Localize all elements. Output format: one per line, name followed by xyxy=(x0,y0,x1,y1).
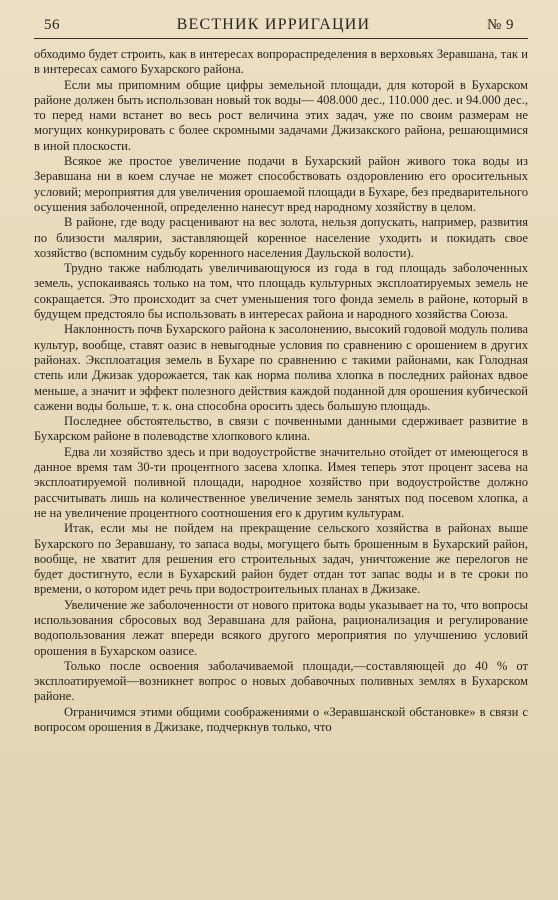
paragraph: Увеличение же заболоченности от нового притока воды указывает на то, что вопросы использования сбросовых вод Зеравшана для района, рационализация и регулирование водопользования лежат впереди всякого другого мероприятия по улучшению условий орошения в Бухарском оазисе. xyxy=(34,597,528,658)
header-rule xyxy=(34,38,528,39)
paragraph: Трудно также наблюдать увеличивающуюся из года в год площадь заболоченных земель, успокаиваясь только на том, что площадь культурных эксплоатируемых земель не сокращается. Это происходит за счет уменьшения того фонда земель в районе, который в будущем предстояло бы использовать в интересах района и народного хозяйства Союза. xyxy=(34,261,528,322)
running-header xyxy=(34,16,528,38)
paragraph: Наклонность почв Бухарского района к засолонению, высокий годовой модуль полива культур, вообще, ставят оазис в невыгодные условия по сравнению с орошением в других районах. Эксплоатация земель в Бухаре по сравнению с такими районами, как Голодная степь или Джизак удорожается, так как норма полива хлопка в последних районах вдвое меньше, а значит и эффект полезного действия каждой поданной для орошения кубической сажени воды больше, т. к. она способна оросить здесь большую площадь. xyxy=(34,322,528,413)
paragraph: Последнее обстоятельство, в связи с почвенными данными сдерживает развитие в Бухарском районе в полеводстве хлопкового клина. xyxy=(34,414,528,444)
journal-title: ВЕСТНИК ИРРИГАЦИИ xyxy=(176,16,371,33)
paragraph: В районе, где воду расценивают на вес золота, нельзя допускать, например, развития по близости малярии, заставляющей коренное население уходить и покидать свое хозяйство (вспомним судьбу коренного населения Даульской волости). xyxy=(34,215,528,260)
paragraph: Едва ли хозяйство здесь и при водоустройстве значительно отойдет от имеющегося в данное время там 30-ти процентного засева хлопка. Имея теперь этот процент засева на эксплоатируемой поливной площади, народное хозяйство при водоустройстве должно рассчитывать лишь на количественное увеличение земель занятых под посевом хлопка, а не на увеличение процентного соотношения его к другим культурам. xyxy=(34,444,528,520)
paragraph: Итак, если мы не пойдем на прекращение сельского хозяйства в районах выше Бухарского по Зеравшану, то запаса воды, могущего быть брошенным в Бухарский район, вообще, не хватит для решения его строительных задач, уничтожение же перелогов не будет достигнуто, если в Бухарский район будет отдан тот запас воды и в те сроки по времени, о котором идет речь при водостроительных планах в Джизаке. xyxy=(34,521,528,597)
paragraph: Всякое же простое увеличение подачи в Бухарский район живого тока воды из Зеравшана ни в коем случае не может способствовать оздоровлению его оросительных условий; мероприятия для увеличения орошаемой площади в Бухаре, без предварительного осушения заболоченной, определенно нанесут вред народному хозяйству в целом. xyxy=(34,154,528,214)
page-number: 56 xyxy=(44,17,60,33)
issue-number: № 9 xyxy=(486,17,514,33)
paragraph: Ограничимся этими общими соображениями о «Зеравшанской обстановке» в связи с вопросом орошения в Джизаке, подчеркнув только, что xyxy=(34,704,528,735)
paragraph: Если мы припомним общие цифры земельной площади, для которой в Бухарском районе должен быть использован новый ток воды— 408.000 дес., 110.000 дес. и 94.000 дес., то перед нами встанет во весь рост величина этих задач, уже по своим размерам не могущих конкурировать с более скромными задачами Джизакского района, решающимися в иной плоскости. xyxy=(34,77,528,153)
paragraph: Только после освоения заболачиваемой площади,—составляющей до 40 % от эксплоатируемой—возникнет вопрос о новых добавочных поливных землях в Бухарском районе. xyxy=(34,658,528,704)
paragraph: обходимо будет строить, как в интересах вопрораспределения в верховьях Зеравшана, так и в интересах самого Бухарского района. xyxy=(34,47,528,77)
article-body xyxy=(34,47,528,735)
